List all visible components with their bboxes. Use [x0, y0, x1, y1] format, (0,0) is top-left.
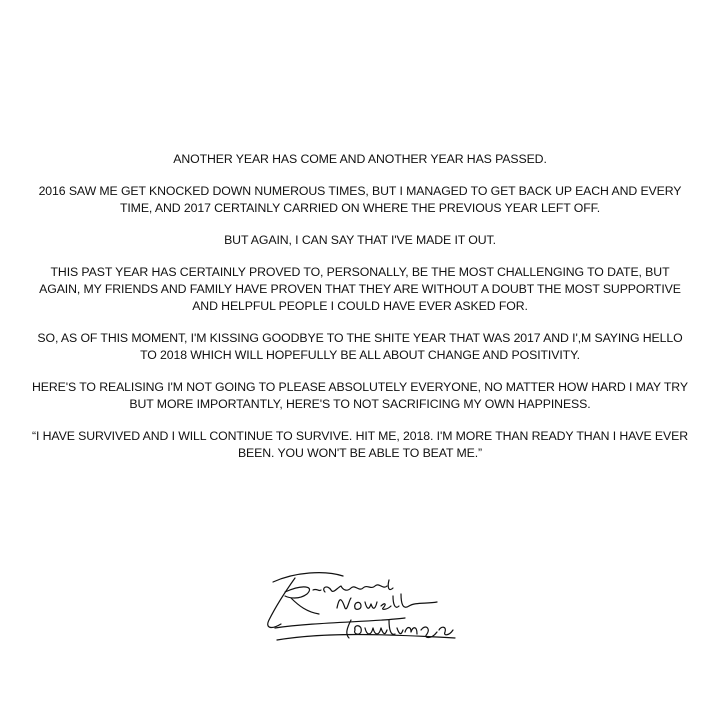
letter-paragraph-3: BUT AGAIN, I CAN SAY THAT I'VE MADE IT OUT.	[224, 233, 496, 247]
handwritten-signature	[255, 568, 475, 648]
letter-paragraph-7: “I HAVE SURVIVED AND I WILL CONTINUE TO SURVIVE. HIT ME, 2018. I'M MORE THAN READY THAN I HAVE EVER BEEN. YOU WON'T BE ABLE TO BEAT ME.”	[32, 429, 688, 460]
signature-drawing	[255, 568, 475, 648]
letter-paragraph-5: SO, AS OF THIS MOMENT, I'M KISSING GOODBYE TO THE SHITE YEAR THAT WAS 2017 AND I',M SAYING HELLO TO 2018 WHICH WILL HOPEFULLY BE ALL ABOUT CHANGE AND POSITIVITY.	[37, 331, 683, 362]
letter-paragraph-2: 2016 SAW ME GET KNOCKED DOWN NUMEROUS TIMES, BUT I MANAGED TO GET BACK UP EACH AND EVERY TIME, AND 2017 CERTAINLY CARRIED ON WHERE THE PREVIOUS YEAR LEFT OFF.	[38, 184, 682, 215]
letter-paragraph-6: HERE'S TO REALISING I'M NOT GOING TO PLEASE ABSOLUTELY EVERYONE, NO MATTER HOW HARD I MAY TRY BUT MORE IMPORTANTLY, HERE'S TO NOT SACRIFICING MY OWN HAPPINESS.	[32, 380, 688, 411]
letter-paragraph-1: ANOTHER YEAR HAS COME AND ANOTHER YEAR HAS PASSED.	[173, 152, 547, 166]
letter-paragraph-4: THIS PAST YEAR HAS CERTAINLY PROVED TO, PERSONALLY, BE THE MOST CHALLENGING TO DATE, BUT AGAIN, MY FRIENDS AND FAMILY HAVE PROVEN THAT THEY ARE WITHOUT A DOUBT THE MOST SUPPORTIVE AND HELPFUL PEOPLE I COULD HAVE EVER ASKED FOR.	[39, 265, 681, 313]
letter-body	[30, 151, 690, 477]
